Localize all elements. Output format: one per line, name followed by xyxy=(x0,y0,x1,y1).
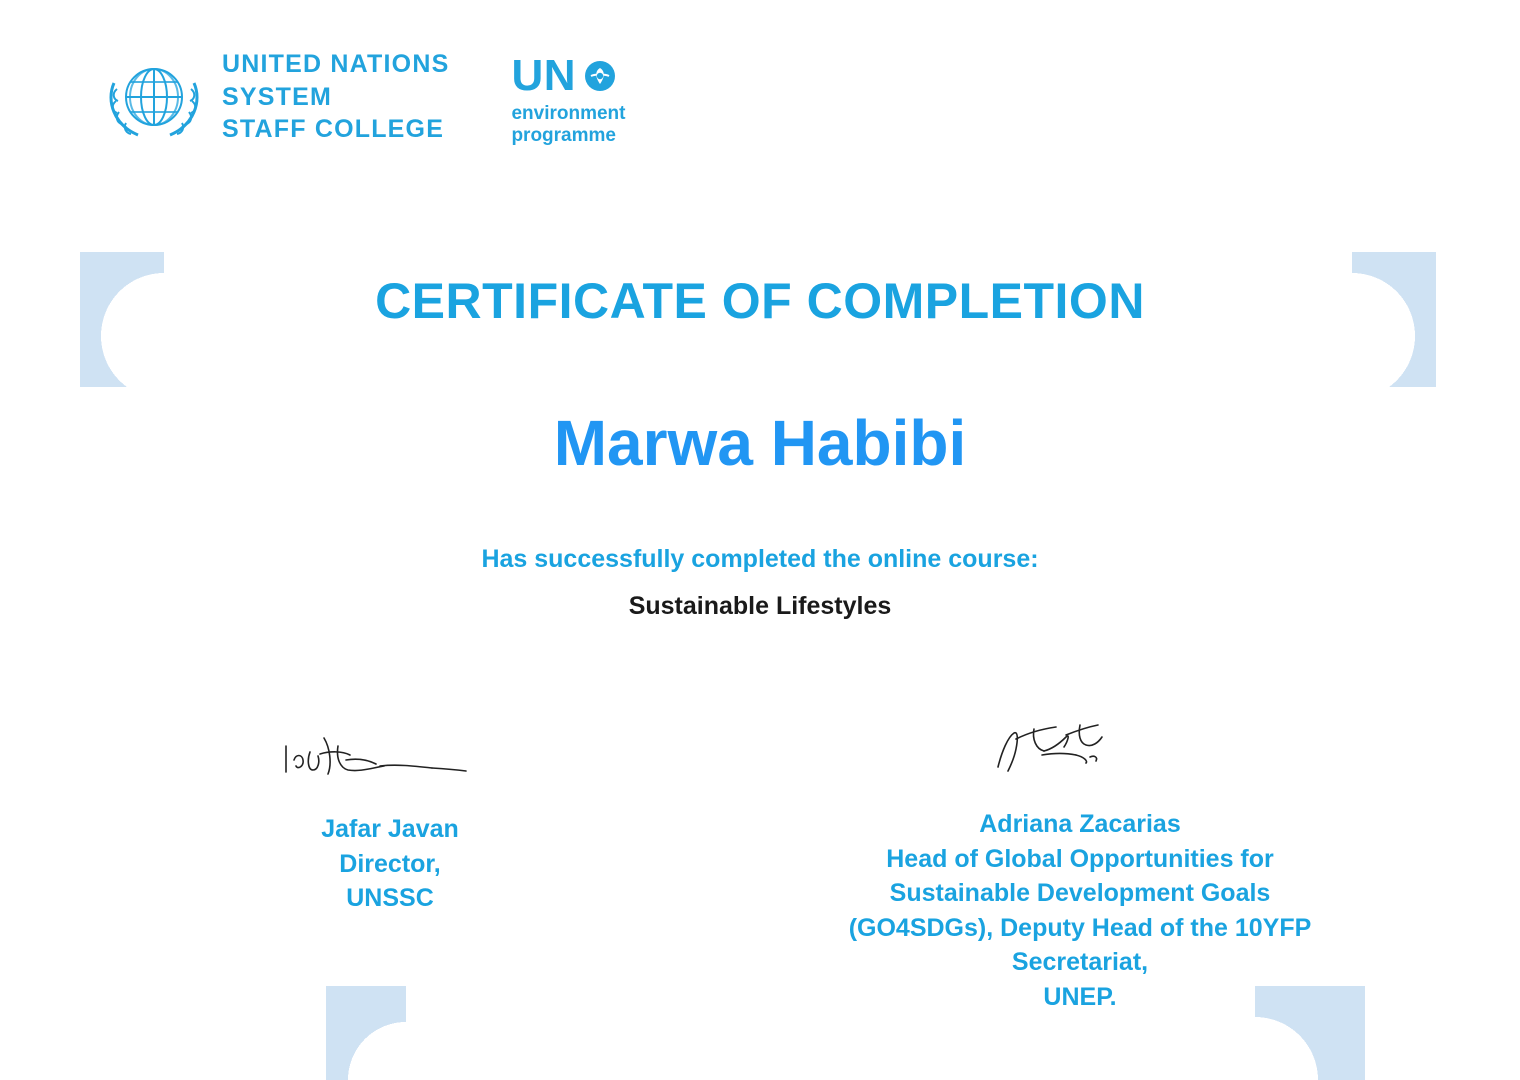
unep-wordmark: UN xyxy=(511,51,577,100)
signature-image-adriana-zacarias xyxy=(760,715,1400,785)
unssc-wordmark-line-1: UNITED NATIONS xyxy=(222,50,450,78)
signature-name-block-right xyxy=(760,807,1400,1014)
signature-name-block-left xyxy=(140,812,640,916)
signature-image-jafar-javan xyxy=(140,720,640,790)
unssc-logo xyxy=(100,48,449,146)
signatory-title-left-line-2: UNSSC xyxy=(346,884,434,912)
unep-logo xyxy=(511,48,625,148)
unep-sub-wordmark xyxy=(511,103,625,148)
unssc-wordmark-line-2: SYSTEM xyxy=(222,82,332,111)
signatory-title-right-line-1: Head of Global Opportunities for xyxy=(886,844,1274,873)
signatory-title-left-line-1: Director, xyxy=(339,849,441,878)
signatory-title-right-line-3: (GO4SDGs), Deputy Head of the 10YFP xyxy=(848,913,1312,942)
signatory-title-right-line-2: Sustainable Development Goals xyxy=(889,879,1271,907)
unep-logo-top xyxy=(511,51,625,100)
decorative-corner-bottom-left xyxy=(326,986,406,1080)
signature-block-left xyxy=(140,720,640,916)
recipient-name: Marwa Habibi xyxy=(553,407,967,479)
signature-block-right xyxy=(760,715,1400,1014)
signatory-name-right: Adriana Zacarias xyxy=(979,810,1181,838)
signatory-name-left: Jafar Javan xyxy=(321,815,459,843)
certificate-title: CERTIFICATE OF COMPLETION xyxy=(375,273,1145,329)
signatory-title-right-line-4: Secretariat, xyxy=(1011,948,1149,976)
un-globe-laurel-icon xyxy=(100,49,208,145)
unep-sub-line-2: programme xyxy=(511,125,616,147)
course-name: Sustainable Lifestyles xyxy=(628,592,892,620)
unssc-wordmark-line-3: STAFF COLLEGE xyxy=(222,115,445,143)
logo-row xyxy=(100,48,625,148)
unep-globe-leaf-icon xyxy=(584,60,616,92)
unep-sub-line-1: environment xyxy=(511,103,626,124)
signatory-title-right-line-5: UNEP. xyxy=(1043,982,1117,1011)
completion-statement: Has successfully completed the online course: xyxy=(481,545,1039,573)
unssc-wordmark xyxy=(222,48,449,146)
